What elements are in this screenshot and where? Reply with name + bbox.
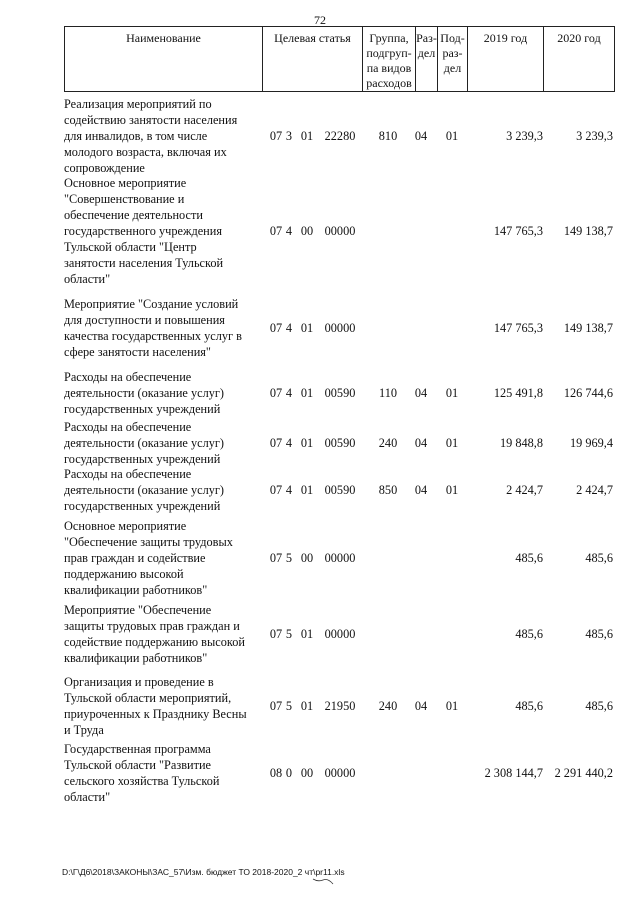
row-name-line: сфере занятости населения" bbox=[64, 345, 211, 359]
target-program: 08 bbox=[269, 766, 283, 780]
amount-2020: 149 138,7 bbox=[563, 321, 613, 335]
row-name-line: сопровождение bbox=[64, 161, 145, 175]
section-code: 04 bbox=[414, 436, 428, 450]
row-name-line: деятельности (оказание услуг) bbox=[64, 436, 224, 450]
amount-2019: 485,6 bbox=[515, 551, 543, 565]
target-main-event: 01 bbox=[300, 483, 314, 497]
row-name-line: для инвалидов, в том числе bbox=[64, 129, 208, 143]
amount-2020: 19 969,4 bbox=[569, 436, 613, 450]
row-name-line: квалификации работников" bbox=[64, 651, 208, 665]
amount-2020: 2 424,7 bbox=[576, 483, 613, 497]
target-direction: 21950 bbox=[324, 699, 356, 713]
target-subprogram: 3 bbox=[285, 129, 293, 143]
target-program: 07 bbox=[269, 627, 283, 641]
target-direction: 00000 bbox=[324, 321, 356, 335]
table-row bbox=[64, 674, 615, 738]
table-row bbox=[64, 96, 615, 176]
row-name bbox=[64, 466, 262, 514]
target-subprogram: 4 bbox=[285, 386, 293, 400]
amount-2020: 2 291 440,2 bbox=[554, 766, 613, 780]
row-name bbox=[64, 518, 262, 598]
row-name bbox=[64, 369, 262, 417]
table-row bbox=[64, 419, 615, 467]
row-name-line: и Труда bbox=[64, 723, 104, 737]
table-row bbox=[64, 741, 615, 805]
target-subprogram: 5 bbox=[285, 551, 293, 565]
row-name-line: приуроченных к Празднику Весны bbox=[64, 707, 247, 721]
table-row bbox=[64, 175, 615, 287]
row-name-line: Организация и проведение в bbox=[64, 675, 214, 689]
target-subprogram: 0 bbox=[285, 766, 293, 780]
target-direction: 00000 bbox=[324, 627, 356, 641]
target-direction: 00000 bbox=[324, 766, 356, 780]
table-row bbox=[64, 602, 615, 666]
subsection-code: 01 bbox=[445, 386, 459, 400]
target-subprogram: 4 bbox=[285, 321, 293, 335]
subsection-code: 01 bbox=[445, 483, 459, 497]
row-name-line: содействие поддержанию высокой bbox=[64, 635, 245, 649]
target-direction: 00000 bbox=[324, 224, 356, 238]
row-name-line: качества государственных услуг в bbox=[64, 329, 242, 343]
amount-2020: 126 744,6 bbox=[563, 386, 613, 400]
row-name-line: Реализация мероприятий по bbox=[64, 97, 212, 111]
target-main-event: 01 bbox=[300, 627, 314, 641]
amount-2020: 485,6 bbox=[585, 551, 613, 565]
target-program: 07 bbox=[269, 483, 283, 497]
target-program: 07 bbox=[269, 436, 283, 450]
expense-group: 810 bbox=[378, 129, 398, 143]
target-subprogram: 4 bbox=[285, 436, 293, 450]
row-name bbox=[64, 741, 262, 805]
target-main-event: 01 bbox=[300, 699, 314, 713]
row-name-line: государственных учреждений bbox=[64, 499, 221, 513]
row-name-line: Основное мероприятие bbox=[64, 519, 187, 533]
header-target-article: Целевая статья bbox=[263, 27, 363, 91]
table-header bbox=[64, 26, 615, 92]
section-code: 04 bbox=[414, 129, 428, 143]
amount-2019: 485,6 bbox=[515, 627, 543, 641]
target-direction: 00590 bbox=[324, 436, 356, 450]
row-name-line: Тульской области "Центр bbox=[64, 240, 197, 254]
row-name bbox=[64, 602, 262, 666]
row-name-line: сельского хозяйства Тульской bbox=[64, 774, 220, 788]
target-main-event: 01 bbox=[300, 386, 314, 400]
row-name-line: государственных учреждений bbox=[64, 402, 221, 416]
target-main-event: 01 bbox=[300, 321, 314, 335]
target-direction: 00590 bbox=[324, 483, 356, 497]
row-name bbox=[64, 175, 262, 287]
row-name-line: квалификации работников" bbox=[64, 583, 208, 597]
row-name-line: молодого возраста, включая их bbox=[64, 145, 227, 159]
header-name: Наименование bbox=[65, 27, 263, 91]
row-name-line: Расходы на обеспечение bbox=[64, 467, 192, 481]
amount-2019: 2 424,7 bbox=[506, 483, 543, 497]
row-name-line: Расходы на обеспечение bbox=[64, 420, 192, 434]
row-name-line: Тульской области "Развитие bbox=[64, 758, 212, 772]
amount-2020: 3 239,3 bbox=[576, 129, 613, 143]
target-subprogram: 5 bbox=[285, 627, 293, 641]
row-name-line: Расходы на обеспечение bbox=[64, 370, 192, 384]
target-direction: 00590 bbox=[324, 386, 356, 400]
target-main-event: 01 bbox=[300, 436, 314, 450]
row-name-line: деятельности (оказание услуг) bbox=[64, 483, 224, 497]
amount-2020: 149 138,7 bbox=[563, 224, 613, 238]
target-subprogram: 5 bbox=[285, 699, 293, 713]
row-name-line: содействию занятости населения bbox=[64, 113, 238, 127]
target-direction: 00000 bbox=[324, 551, 356, 565]
target-program: 07 bbox=[269, 129, 283, 143]
row-name-line: Тульской области мероприятий, bbox=[64, 691, 232, 705]
expense-group: 850 bbox=[378, 483, 398, 497]
amount-2019: 147 765,3 bbox=[493, 224, 543, 238]
row-name-line: области" bbox=[64, 272, 111, 286]
table-row bbox=[64, 369, 615, 417]
row-name bbox=[64, 419, 262, 467]
row-name-line: "Обеспечение защиты трудовых bbox=[64, 535, 233, 549]
row-name-line: Основное мероприятие bbox=[64, 176, 187, 190]
table-row bbox=[64, 296, 615, 360]
expense-group: 110 bbox=[379, 386, 397, 400]
header-year-2019: 2019 год bbox=[468, 27, 544, 91]
amount-2019: 125 491,8 bbox=[493, 386, 543, 400]
header-year-2020: 2020 год bbox=[557, 31, 601, 45]
row-name-line: обеспечение деятельности bbox=[64, 208, 203, 222]
expense-group: 240 bbox=[378, 699, 398, 713]
target-program: 07 bbox=[269, 224, 283, 238]
target-direction: 22280 bbox=[324, 129, 356, 143]
target-main-event: 00 bbox=[300, 551, 314, 565]
amount-2019: 147 765,3 bbox=[493, 321, 543, 335]
subsection-code: 01 bbox=[445, 436, 459, 450]
target-subprogram: 4 bbox=[285, 224, 293, 238]
target-main-event: 00 bbox=[300, 224, 314, 238]
row-name bbox=[64, 674, 262, 738]
header-group: Группа, подгруп- па видов расходов bbox=[363, 27, 416, 91]
expense-group: 240 bbox=[378, 436, 398, 450]
amount-2020: 485,6 bbox=[585, 699, 613, 713]
row-name-line: государственного учреждения bbox=[64, 224, 222, 238]
amount-2019: 19 848,8 bbox=[499, 436, 543, 450]
row-name-line: "Совершенствование и bbox=[64, 192, 185, 206]
pen-mark-icon bbox=[312, 877, 334, 885]
amount-2019: 2 308 144,7 bbox=[484, 766, 543, 780]
target-subprogram: 4 bbox=[285, 483, 293, 497]
row-name-line: области" bbox=[64, 790, 111, 804]
row-name-line: государственных учреждений bbox=[64, 452, 221, 466]
row-name-line: для доступности и повышения bbox=[64, 313, 225, 327]
header-section: Раз- дел bbox=[416, 27, 438, 91]
section-code: 04 bbox=[414, 699, 428, 713]
row-name-line: Мероприятие "Обеспечение bbox=[64, 603, 212, 617]
target-program: 07 bbox=[269, 551, 283, 565]
section-code: 04 bbox=[414, 483, 428, 497]
row-name-line: защиты трудовых прав граждан и bbox=[64, 619, 240, 633]
row-name-line: Мероприятие "Создание условий bbox=[64, 297, 239, 311]
amount-2019: 485,6 bbox=[515, 699, 543, 713]
header-subsection: Под- раз- дел bbox=[438, 27, 468, 91]
table-row bbox=[64, 466, 615, 514]
row-name-line: прав граждан и содействие bbox=[64, 551, 206, 565]
subsection-code: 01 bbox=[445, 129, 459, 143]
amount-2020: 485,6 bbox=[585, 627, 613, 641]
row-name-line: поддержанию высокой bbox=[64, 567, 184, 581]
file-path-footer: D:\Г\Д6\2018\ЗАКОНЫ\ЗАС_57\Изм. бюджет ТО 2018-2020_2 чт\pr11.xls bbox=[62, 867, 345, 877]
row-name bbox=[64, 296, 262, 360]
row-name-line: Государственная программа bbox=[64, 742, 211, 756]
target-main-event: 01 bbox=[300, 129, 314, 143]
page-number: 72 bbox=[314, 13, 326, 27]
target-program: 07 bbox=[269, 321, 283, 335]
row-name-line: занятости населения Тульской bbox=[64, 256, 224, 270]
table-row bbox=[64, 518, 615, 598]
row-name bbox=[64, 96, 262, 176]
target-program: 07 bbox=[269, 386, 283, 400]
target-program: 07 bbox=[269, 699, 283, 713]
section-code: 04 bbox=[414, 386, 428, 400]
row-name-line: деятельности (оказание услуг) bbox=[64, 386, 224, 400]
target-main-event: 00 bbox=[300, 766, 314, 780]
amount-2019: 3 239,3 bbox=[506, 129, 543, 143]
subsection-code: 01 bbox=[445, 699, 459, 713]
